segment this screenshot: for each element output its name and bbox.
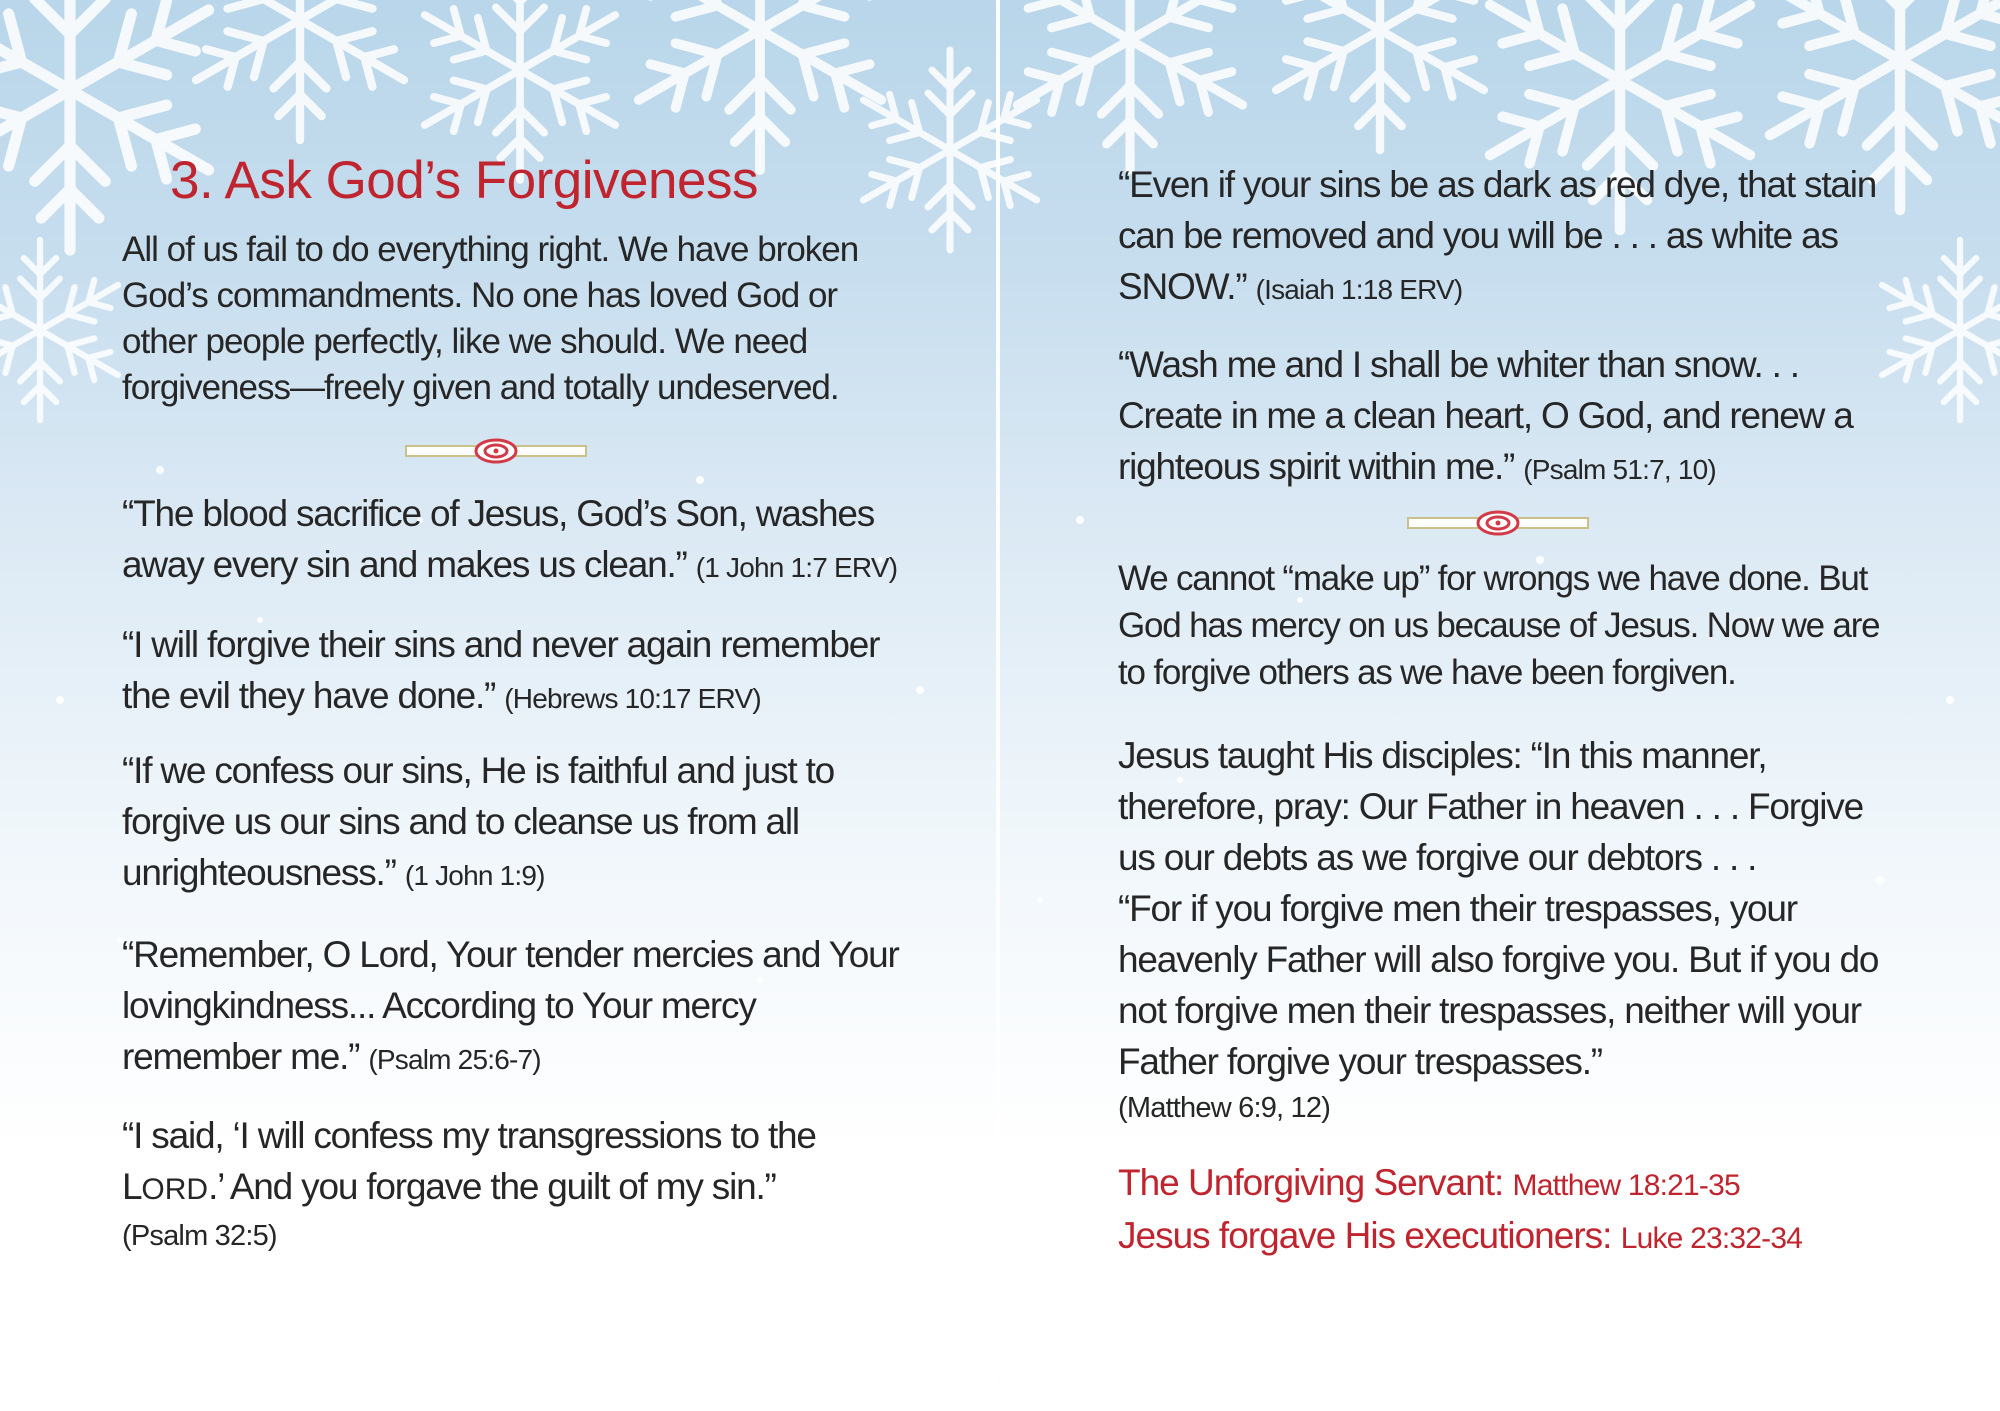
lords-prayer-passage	[1118, 730, 1898, 1129]
further-reading	[1118, 1158, 1898, 1264]
verse-isaiah-1-18	[1118, 159, 1898, 315]
verse-psalm-32-5	[122, 1110, 902, 1257]
lord-initial: L	[122, 1166, 142, 1207]
verse-hebrews-10-17	[122, 619, 902, 724]
verse-text: “Even if your sins be as dark as red dye, that stain can be removed and you will be . . . as white as SNOW.”	[1118, 164, 1877, 307]
page-fold-divider	[996, 0, 1000, 1411]
verse-reference: (1 John 1:9)	[404, 860, 545, 891]
story-label: The Unforgiving Servant:	[1118, 1162, 1504, 1203]
page-title: 3. Ask God’s Forgiveness	[170, 151, 758, 210]
story-reference: Luke 23:32-34	[1620, 1222, 1803, 1255]
verse-text: “The blood sacrifice of Jesus, God’s Son, washes away every sin and makes us clean.”	[122, 493, 875, 585]
verse-reference: (Hebrews 10:17 ERV)	[504, 683, 761, 714]
further-reading-item	[1118, 1158, 1898, 1211]
verse-reference: (Psalm 25:6-7)	[368, 1044, 541, 1075]
verse-reference: (Psalm 32:5)	[122, 1220, 277, 1252]
verse-reference: (Isaiah 1:18 ERV)	[1255, 274, 1463, 305]
verse-reference: (Matthew 6:9, 12)	[1118, 1092, 1331, 1124]
prayer-text: Jesus taught His disciples: “In this manner, therefore, pray: Our Father in heaven . . . Forgive us our debts as we forgive our debtors . . .	[1118, 735, 1863, 878]
verse-text-after: .’ And you forgave the guilt of my sin.”	[208, 1166, 776, 1207]
verse-text: “Wash me and I shall be whiter than snow. . . Create in me a clean heart, O God, and renew a righteous spirit within me.”	[1118, 344, 1853, 487]
verse-text: “If we confess our sins, He is faithful and just to forgive us our sins and to cleanse us from all unrighteousness.”	[122, 750, 835, 893]
story-reference: Matthew 18:21-35	[1512, 1169, 1740, 1202]
verse-reference: (1 John 1:7 ERV)	[695, 552, 898, 583]
verse-reference: (Psalm 51:7, 10)	[1523, 454, 1716, 485]
verse-psalm-51	[1118, 339, 1898, 495]
trespasses-text: “For if you forgive men their trespasses, your heavenly Father will also forgive you. But if you do not forgive men their trespasses, neither will your Father forgive your trespasses.”	[1118, 888, 1879, 1082]
mercy-paragraph: We cannot “make up” for wrongs we have done. But God has mercy on us because of Jesus. Now we are to forgive others as we have been forgiven.	[1118, 559, 1880, 692]
intro-paragraph: All of us fail to do everything right. We have broken God’s commandments. No one has loved God or other people perfectly, like we should. We need forgiveness—freely given and totally undeserved.	[122, 230, 859, 407]
verse-1john-1-9	[122, 745, 902, 901]
story-label: Jesus forgave His executioners:	[1118, 1215, 1612, 1256]
further-reading-item	[1118, 1211, 1898, 1264]
verse-1john-1-7	[122, 488, 902, 593]
verse-text: “I will forgive their sins and never again remember the evil they have done.”	[122, 624, 880, 716]
verse-text: “Remember, O Lord, Your tender mercies and Your lovingkindness... According to Your mercy remember me.”	[122, 934, 899, 1077]
lord-small-caps: ORD	[141, 1173, 209, 1206]
verse-text-before: “I said, ‘I will confess my transgressions to the	[122, 1115, 816, 1156]
verse-psalm-25-6-7	[122, 929, 902, 1085]
